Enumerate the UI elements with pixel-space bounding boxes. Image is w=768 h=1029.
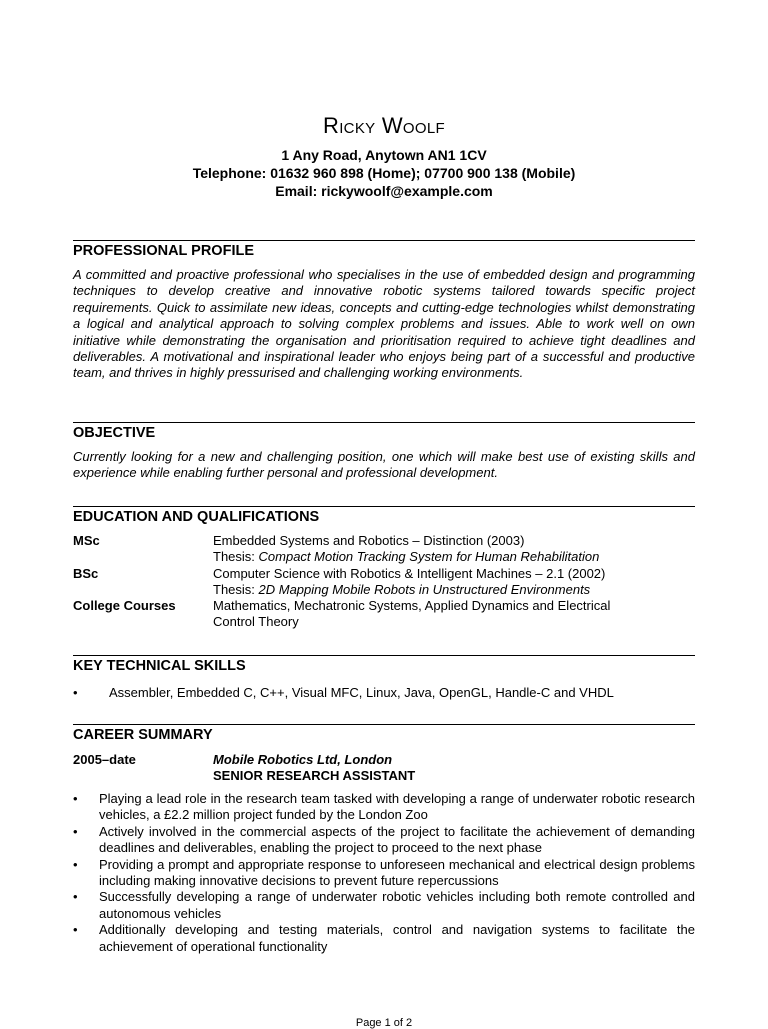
job-title: SENIOR RESEARCH ASSISTANT bbox=[213, 768, 416, 783]
education-course: Mathematics, Mechatronic Systems, Applied Dynamics and Electrical Control Theory bbox=[213, 598, 611, 630]
profile-text: A committed and proactive professional who specialises in the use of embedded design and programming techniques to develop creative and innovative robotic systems tailored towards specific project requirements. Quick to assimilate new ideas, concepts and cutting-edge technologies whilst demonstrating a logical and analytical approach to solving complex problems and issues. Able to work well on own initiative while demonstrating the organisation and prioritisation required to achieve tight deadlines and deliverables. A motivational and inspirational leader who enjoys being part of a successful and productive team, and thrives in highly pressurised and challenging working environments. bbox=[73, 267, 695, 381]
education-label: College Courses bbox=[73, 598, 176, 613]
thesis-label: Thesis: bbox=[213, 582, 259, 598]
section-title-career: CAREER SUMMARY bbox=[73, 727, 213, 743]
resume-page bbox=[73, 0, 695, 1024]
section-title-skills: KEY TECHNICAL SKILLS bbox=[73, 658, 246, 674]
education-course: Embedded Systems and Robotics – Distinction (2003) bbox=[213, 533, 525, 548]
address: 1 Any Road, Anytown AN1 1CV bbox=[281, 147, 487, 163]
education-section bbox=[73, 506, 695, 526]
candidate-name: Ricky Woolf bbox=[323, 113, 445, 138]
bullet-icon: • bbox=[73, 922, 78, 938]
duty-text: Playing a lead role in the research team tasked with developing a range of underwater robotic research vehicles, a £2.2 million project funded by the London Zoo bbox=[99, 791, 695, 823]
bullet-icon: • bbox=[73, 791, 78, 806]
list-item bbox=[73, 791, 695, 824]
education-label: MSc bbox=[73, 533, 100, 548]
page-number: Page 1 of 2 bbox=[355, 1017, 413, 1029]
section-divider bbox=[73, 240, 695, 241]
career-section bbox=[73, 724, 695, 744]
profile-section bbox=[73, 240, 695, 260]
email: Email: rickywoolf@example.com bbox=[275, 183, 493, 199]
duty-text: Additionally developing and testing materials, control and navigation systems to facilitate the achievement of operational functionality bbox=[99, 922, 695, 954]
list-item bbox=[73, 889, 695, 922]
telephone: Telephone: 01632 960 898 (Home); 07700 900 138 (Mobile) bbox=[192, 165, 576, 181]
job-company: Mobile Robotics Ltd, London bbox=[213, 752, 393, 767]
list-item bbox=[73, 922, 695, 955]
list-item bbox=[73, 824, 695, 857]
objective-text: Currently looking for a new and challenging position, one which will make best use of existing skills and experience while enabling further personal and professional development. bbox=[73, 449, 695, 481]
objective-section bbox=[73, 422, 695, 442]
thesis-title: 2D Mapping Mobile Robots in Unstructured Environments bbox=[258, 582, 591, 598]
section-divider bbox=[73, 422, 695, 423]
section-divider bbox=[73, 506, 695, 507]
duty-text: Actively involved in the commercial aspects of the project to facilitate the achievement of demanding deadlines and deliverables, enabling the project to proceed to the next phase bbox=[99, 823, 695, 856]
section-divider bbox=[73, 655, 695, 656]
bullet-icon: • bbox=[73, 889, 78, 905]
job-duties bbox=[73, 791, 695, 955]
skill-text: Assembler, Embedded C, C++, Visual MFC, Linux, Java, OpenGL, Handle-C and VHDL bbox=[109, 685, 614, 700]
list-item bbox=[73, 857, 695, 890]
bullet-icon: • bbox=[73, 685, 78, 700]
thesis-label: Thesis: bbox=[213, 549, 259, 565]
education-course: Computer Science with Robotics & Intelligent Machines – 2.1 (2002) bbox=[213, 566, 606, 581]
section-divider bbox=[73, 724, 695, 725]
job-date: 2005–date bbox=[73, 752, 136, 767]
section-title-objective: OBJECTIVE bbox=[73, 425, 156, 441]
thesis-title: Compact Motion Tracking System for Human Rehabilitation bbox=[258, 549, 600, 565]
section-title-profile: PROFESSIONAL PROFILE bbox=[73, 243, 255, 259]
skills-section bbox=[73, 655, 695, 675]
education-label: BSc bbox=[73, 566, 99, 581]
bullet-icon: • bbox=[73, 856, 78, 872]
section-title-education: EDUCATION AND QUALIFICATIONS bbox=[73, 509, 320, 525]
duty-text: Successfully developing a range of underwater robotic vehicles including both remote controlled and autonomous vehicles bbox=[99, 889, 695, 921]
bullet-icon: • bbox=[73, 823, 78, 839]
duty-text: Providing a prompt and appropriate response to unforeseen mechanical and electrical design problems including making innovative decisions to prevent future repercussions bbox=[99, 856, 695, 889]
